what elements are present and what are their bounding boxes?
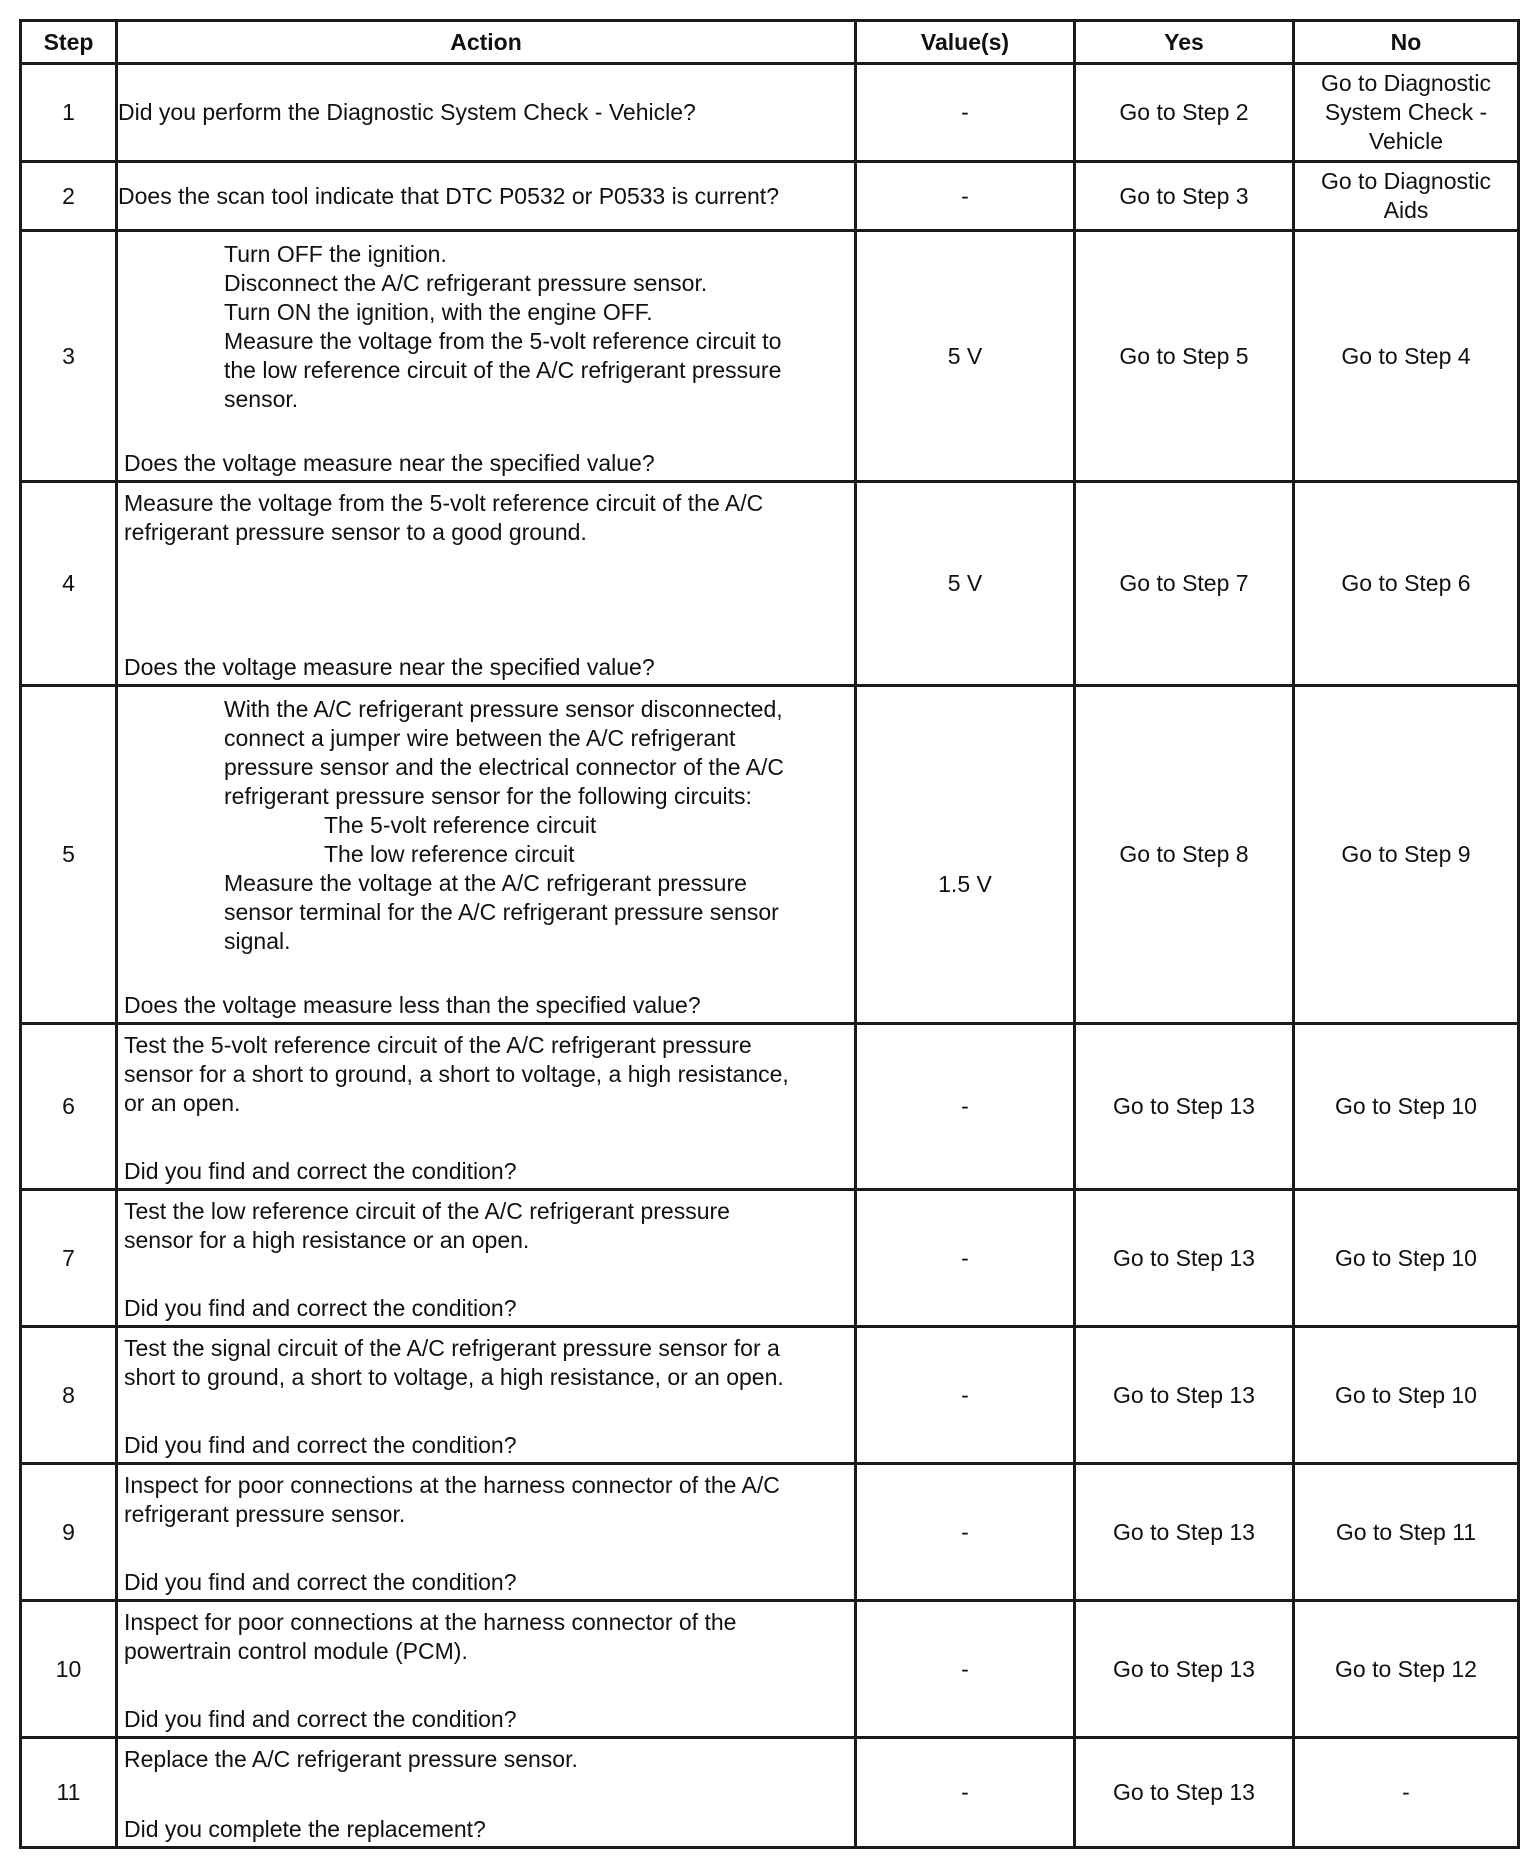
table-row: [21, 1327, 1519, 1464]
header-no: No: [1294, 21, 1519, 64]
no-line: Aids: [1383, 197, 1429, 223]
table-row: [21, 1464, 1519, 1601]
step-number: 2: [21, 162, 117, 231]
value-cell: -: [856, 1601, 1075, 1738]
step-number: 10: [21, 1601, 117, 1738]
yes-cell: Go to Step 13: [1075, 1738, 1294, 1848]
action-line: Measure the voltage at the A/C refrigerant pressure: [224, 870, 747, 896]
action-line: sensor terminal for the A/C refrigerant pressure sensor: [224, 899, 779, 925]
no-line: Go to Step 10: [1335, 1093, 1477, 1119]
action-line: short to ground, a short to voltage, a high resistance, or an open.: [124, 1364, 784, 1390]
action-line: refrigerant pressure sensor.: [124, 1501, 406, 1527]
action-line: or an open.: [124, 1090, 241, 1116]
value-cell: -: [856, 1327, 1075, 1464]
action-question: Did you find and correct the condition?: [124, 1569, 517, 1595]
action-line: Inspect for poor connections at the harness connector of the: [124, 1609, 737, 1635]
action-line: powertrain control module (PCM).: [124, 1638, 468, 1664]
diagnostic-table: [19, 19, 1520, 1849]
action-cell: [117, 1601, 856, 1738]
action-line: Test the 5-volt reference circuit of the A/C refrigerant pressure: [124, 1032, 752, 1058]
action-line: Measure the voltage from the 5-volt reference circuit to: [224, 328, 782, 354]
no-line: Go to Step 10: [1335, 1381, 1477, 1408]
action-line: Inspect for poor connections at the harness connector of the A/C: [124, 1472, 780, 1498]
no-cell: [1294, 1601, 1519, 1738]
yes-cell: Go to Step 13: [1075, 1464, 1294, 1601]
action-line: Turn OFF the ignition.: [224, 241, 447, 267]
yes-cell: Go to Step 13: [1075, 1327, 1294, 1464]
no-line: Go to Step 9: [1341, 841, 1471, 867]
action-question: Did you complete the replacement?: [124, 1816, 486, 1842]
table-row: [21, 1601, 1519, 1738]
table-row: [21, 686, 1519, 1024]
no-line: Go to Step 6: [1341, 570, 1471, 596]
yes-cell: Go to Step 8: [1075, 686, 1294, 1024]
no-cell: [1294, 64, 1519, 162]
action-cell: [117, 162, 856, 231]
header-yes: Yes: [1075, 21, 1294, 64]
yes-cell: Go to Step 3: [1075, 162, 1294, 231]
step-number: 6: [21, 1024, 117, 1190]
table-row: [21, 1024, 1519, 1190]
action-cell: [117, 64, 856, 162]
yes-cell: Go to Step 7: [1075, 482, 1294, 686]
table-row: [21, 1738, 1519, 1848]
action-line: The low reference circuit: [324, 841, 575, 867]
table-row: [21, 64, 1519, 162]
action-line: signal.: [224, 928, 291, 954]
no-cell: [1294, 686, 1519, 1024]
header-action: Action: [117, 21, 856, 64]
value-cell: -: [856, 64, 1075, 162]
table-row: [21, 162, 1519, 231]
no-line: Vehicle: [1368, 128, 1444, 154]
yes-cell: Go to Step 13: [1075, 1601, 1294, 1738]
action-line: Test the low reference circuit of the A/C refrigerant pressure: [124, 1198, 730, 1224]
no-line: System Check -: [1324, 99, 1488, 125]
step-number: 4: [21, 482, 117, 686]
action-line: sensor for a short to ground, a short to voltage, a high resistance,: [124, 1061, 789, 1087]
no-line: Go to Step 11: [1335, 1518, 1477, 1545]
action-cell: [117, 686, 856, 1024]
no-line: Go to Step 4: [1341, 342, 1471, 369]
action-cell: [117, 482, 856, 686]
action-line: sensor for a high resistance or an open.: [124, 1227, 530, 1253]
value-cell: -: [856, 1190, 1075, 1327]
action-line: Does the scan tool indicate that DTC P0532 or P0533 is current?: [118, 182, 779, 209]
action-line: Measure the voltage from the 5-volt reference circuit of the A/C: [124, 490, 764, 516]
action-line: The 5-volt reference circuit: [324, 812, 597, 838]
action-question: Did you find and correct the condition?: [124, 1295, 517, 1321]
action-line: With the A/C refrigerant pressure sensor disconnected,: [224, 696, 783, 722]
action-line: refrigerant pressure sensor to a good ground.: [124, 519, 587, 545]
value-cell: 5 V: [856, 231, 1075, 482]
value-cell: 5 V: [856, 482, 1075, 686]
action-cell: [117, 1738, 856, 1848]
action-line: Turn ON the ignition, with the engine OFF.: [224, 299, 653, 325]
action-question: Does the voltage measure less than the specified value?: [124, 992, 701, 1018]
action-line: pressure sensor and the electrical connector of the A/C: [224, 754, 784, 780]
step-number: 8: [21, 1327, 117, 1464]
yes-cell: Go to Step 13: [1075, 1190, 1294, 1327]
table-row: [21, 1190, 1519, 1327]
action-line: connect a jumper wire between the A/C refrigerant: [224, 725, 736, 751]
value-cell: -: [856, 162, 1075, 231]
action-line: Test the signal circuit of the A/C refrigerant pressure sensor for a: [124, 1335, 780, 1361]
action-question: Does the voltage measure near the specified value?: [124, 450, 655, 476]
yes-cell: Go to Step 13: [1075, 1024, 1294, 1190]
value-cell: 1.5 V: [856, 686, 1075, 1024]
no-line: Go to Step 10: [1335, 1244, 1477, 1271]
action-line: refrigerant pressure sensor for the following circuits:: [224, 783, 752, 809]
header-step: Step: [21, 21, 117, 64]
no-cell: [1294, 162, 1519, 231]
action-cell: [117, 1190, 856, 1327]
action-line: Disconnect the A/C refrigerant pressure sensor.: [224, 270, 708, 296]
step-number: 7: [21, 1190, 117, 1327]
action-cell: [117, 1464, 856, 1601]
step-number: 9: [21, 1464, 117, 1601]
step-number: 5: [21, 686, 117, 1024]
header-values: Value(s): [856, 21, 1075, 64]
action-line: Replace the A/C refrigerant pressure sensor.: [124, 1746, 578, 1772]
action-cell: [117, 1024, 856, 1190]
table-row: [21, 482, 1519, 686]
yes-cell: Go to Step 5: [1075, 231, 1294, 482]
no-cell: [1294, 1738, 1519, 1848]
no-line: -: [1402, 1779, 1410, 1805]
action-question: Did you find and correct the condition?: [124, 1706, 517, 1732]
action-line: the low reference circuit of the A/C refrigerant pressure: [224, 357, 782, 383]
no-line: Go to Diagnostic: [1320, 168, 1492, 194]
no-cell: [1294, 482, 1519, 686]
action-question: Does the voltage measure near the specified value?: [124, 654, 655, 680]
value-cell: -: [856, 1464, 1075, 1601]
value-cell: -: [856, 1738, 1075, 1848]
no-cell: [1294, 1190, 1519, 1327]
no-cell: [1294, 1024, 1519, 1190]
no-cell: [1294, 1464, 1519, 1601]
no-cell: [1294, 231, 1519, 482]
action-cell: [117, 1327, 856, 1464]
table-row: [21, 231, 1519, 482]
step-number: 1: [21, 64, 117, 162]
step-number: 11: [21, 1738, 117, 1848]
action-line: Did you perform the Diagnostic System Check - Vehicle?: [118, 99, 696, 125]
action-question: Did you find and correct the condition?: [124, 1158, 517, 1184]
action-cell: [117, 231, 856, 482]
action-question: Did you find and correct the condition?: [124, 1432, 517, 1458]
no-line: Go to Diagnostic: [1320, 70, 1492, 96]
value-cell: -: [856, 1024, 1075, 1190]
step-number: 3: [21, 231, 117, 482]
no-cell: [1294, 1327, 1519, 1464]
no-line: Go to Step 12: [1335, 1655, 1477, 1682]
header-row: [21, 21, 1519, 64]
action-line: sensor.: [224, 386, 299, 412]
yes-cell: Go to Step 2: [1075, 64, 1294, 162]
